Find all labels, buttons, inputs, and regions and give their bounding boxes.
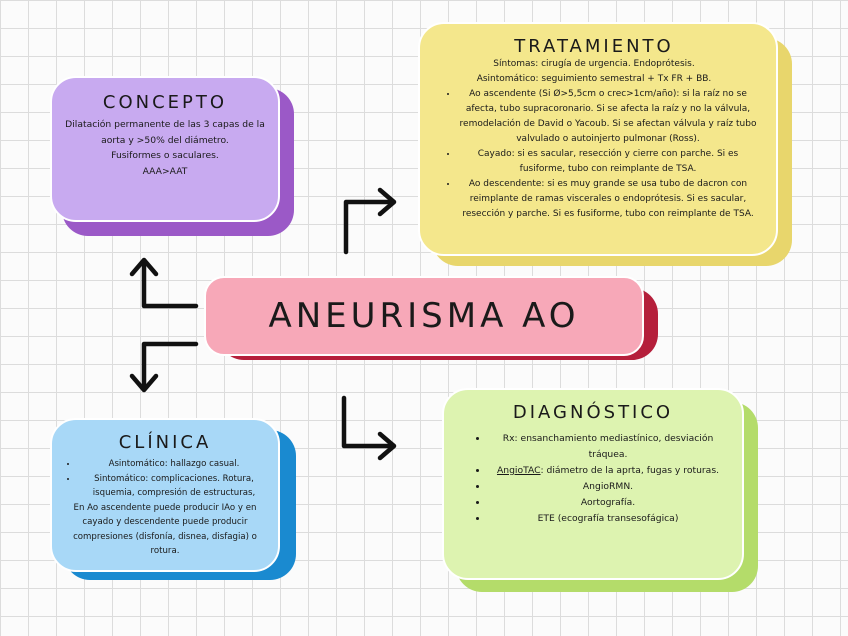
concepto-line: Fusiformes o saculares. (111, 150, 219, 161)
tratamiento-line: Asintomático: seguimiento semestral + Tx FR + BB. (476, 74, 712, 84)
tratamiento-line: Síntomas: cirugía de urgencia. Endoprótesis. (493, 59, 695, 69)
diagnostico-title: DIAGNÓSTICO (512, 402, 674, 423)
tratamiento-bullet: • Cayado: si es sacular, resección y cierre con parche. Si es fusiforme, tubo con reimplante de TSA. (458, 147, 758, 177)
angiotac-text: : diámetro de la aprta, fugas y roturas. (540, 465, 720, 476)
concepto-line: AAA>AAT (142, 165, 188, 177)
clinica-bullet: • Asintomático: hallazgo casual. (78, 457, 270, 472)
diagnostico-bullet: • Rx: ensanchamiento mediastínico, desviación tráquea. (488, 431, 728, 463)
clinica-bullet: • Sintomático: complicaciones. Rotura, isquemia, compresión de estructuras, (78, 472, 270, 501)
concepto-line: Dilatación permanente de las 3 capas de la aorta y >50% del diámetro. (65, 119, 265, 146)
angiotac-label: AngioTAC (496, 465, 541, 476)
tratamiento-title: TRATAMIENTO (514, 36, 674, 57)
clinica-extra: En Ao ascendente puede producir IAo y en cayado y descendente puede producir compresiones (disfonía, disnea, disfagia) o rotura. (73, 502, 257, 556)
diagnostico-bullet: • AngioRMN. (488, 479, 728, 495)
concepto-title: CONCEPTO (102, 92, 228, 113)
tratamiento-bullet: • Ao ascendente (Si Ø>5,5cm o crec>1cm/año): si la raíz no se afecta, tubo supracoronario. Si se afecta la raíz y no la válvula, remodelación de David o Yacoub. Si se afectan válvula y raíz tubo valvulado o autoinjerto pulmonar (Ross). (458, 87, 758, 147)
clinica-title: CLÍNICA (118, 432, 212, 453)
diagnostico-bullet: • Aortografía. (488, 495, 728, 511)
tratamiento-bullet: • Ao descendente: si es muy grande se usa tubo de dacron con reimplante de ramas viscerales o endoprótesis. Si es sacular, resección y parche. Si es fusiforme, tubo con reimplante de TSA. (458, 177, 758, 222)
diagnostico-bullet: • ETE (ecografía transesofágica) (488, 511, 728, 527)
main-title: ANEURISMA AO (268, 296, 580, 336)
